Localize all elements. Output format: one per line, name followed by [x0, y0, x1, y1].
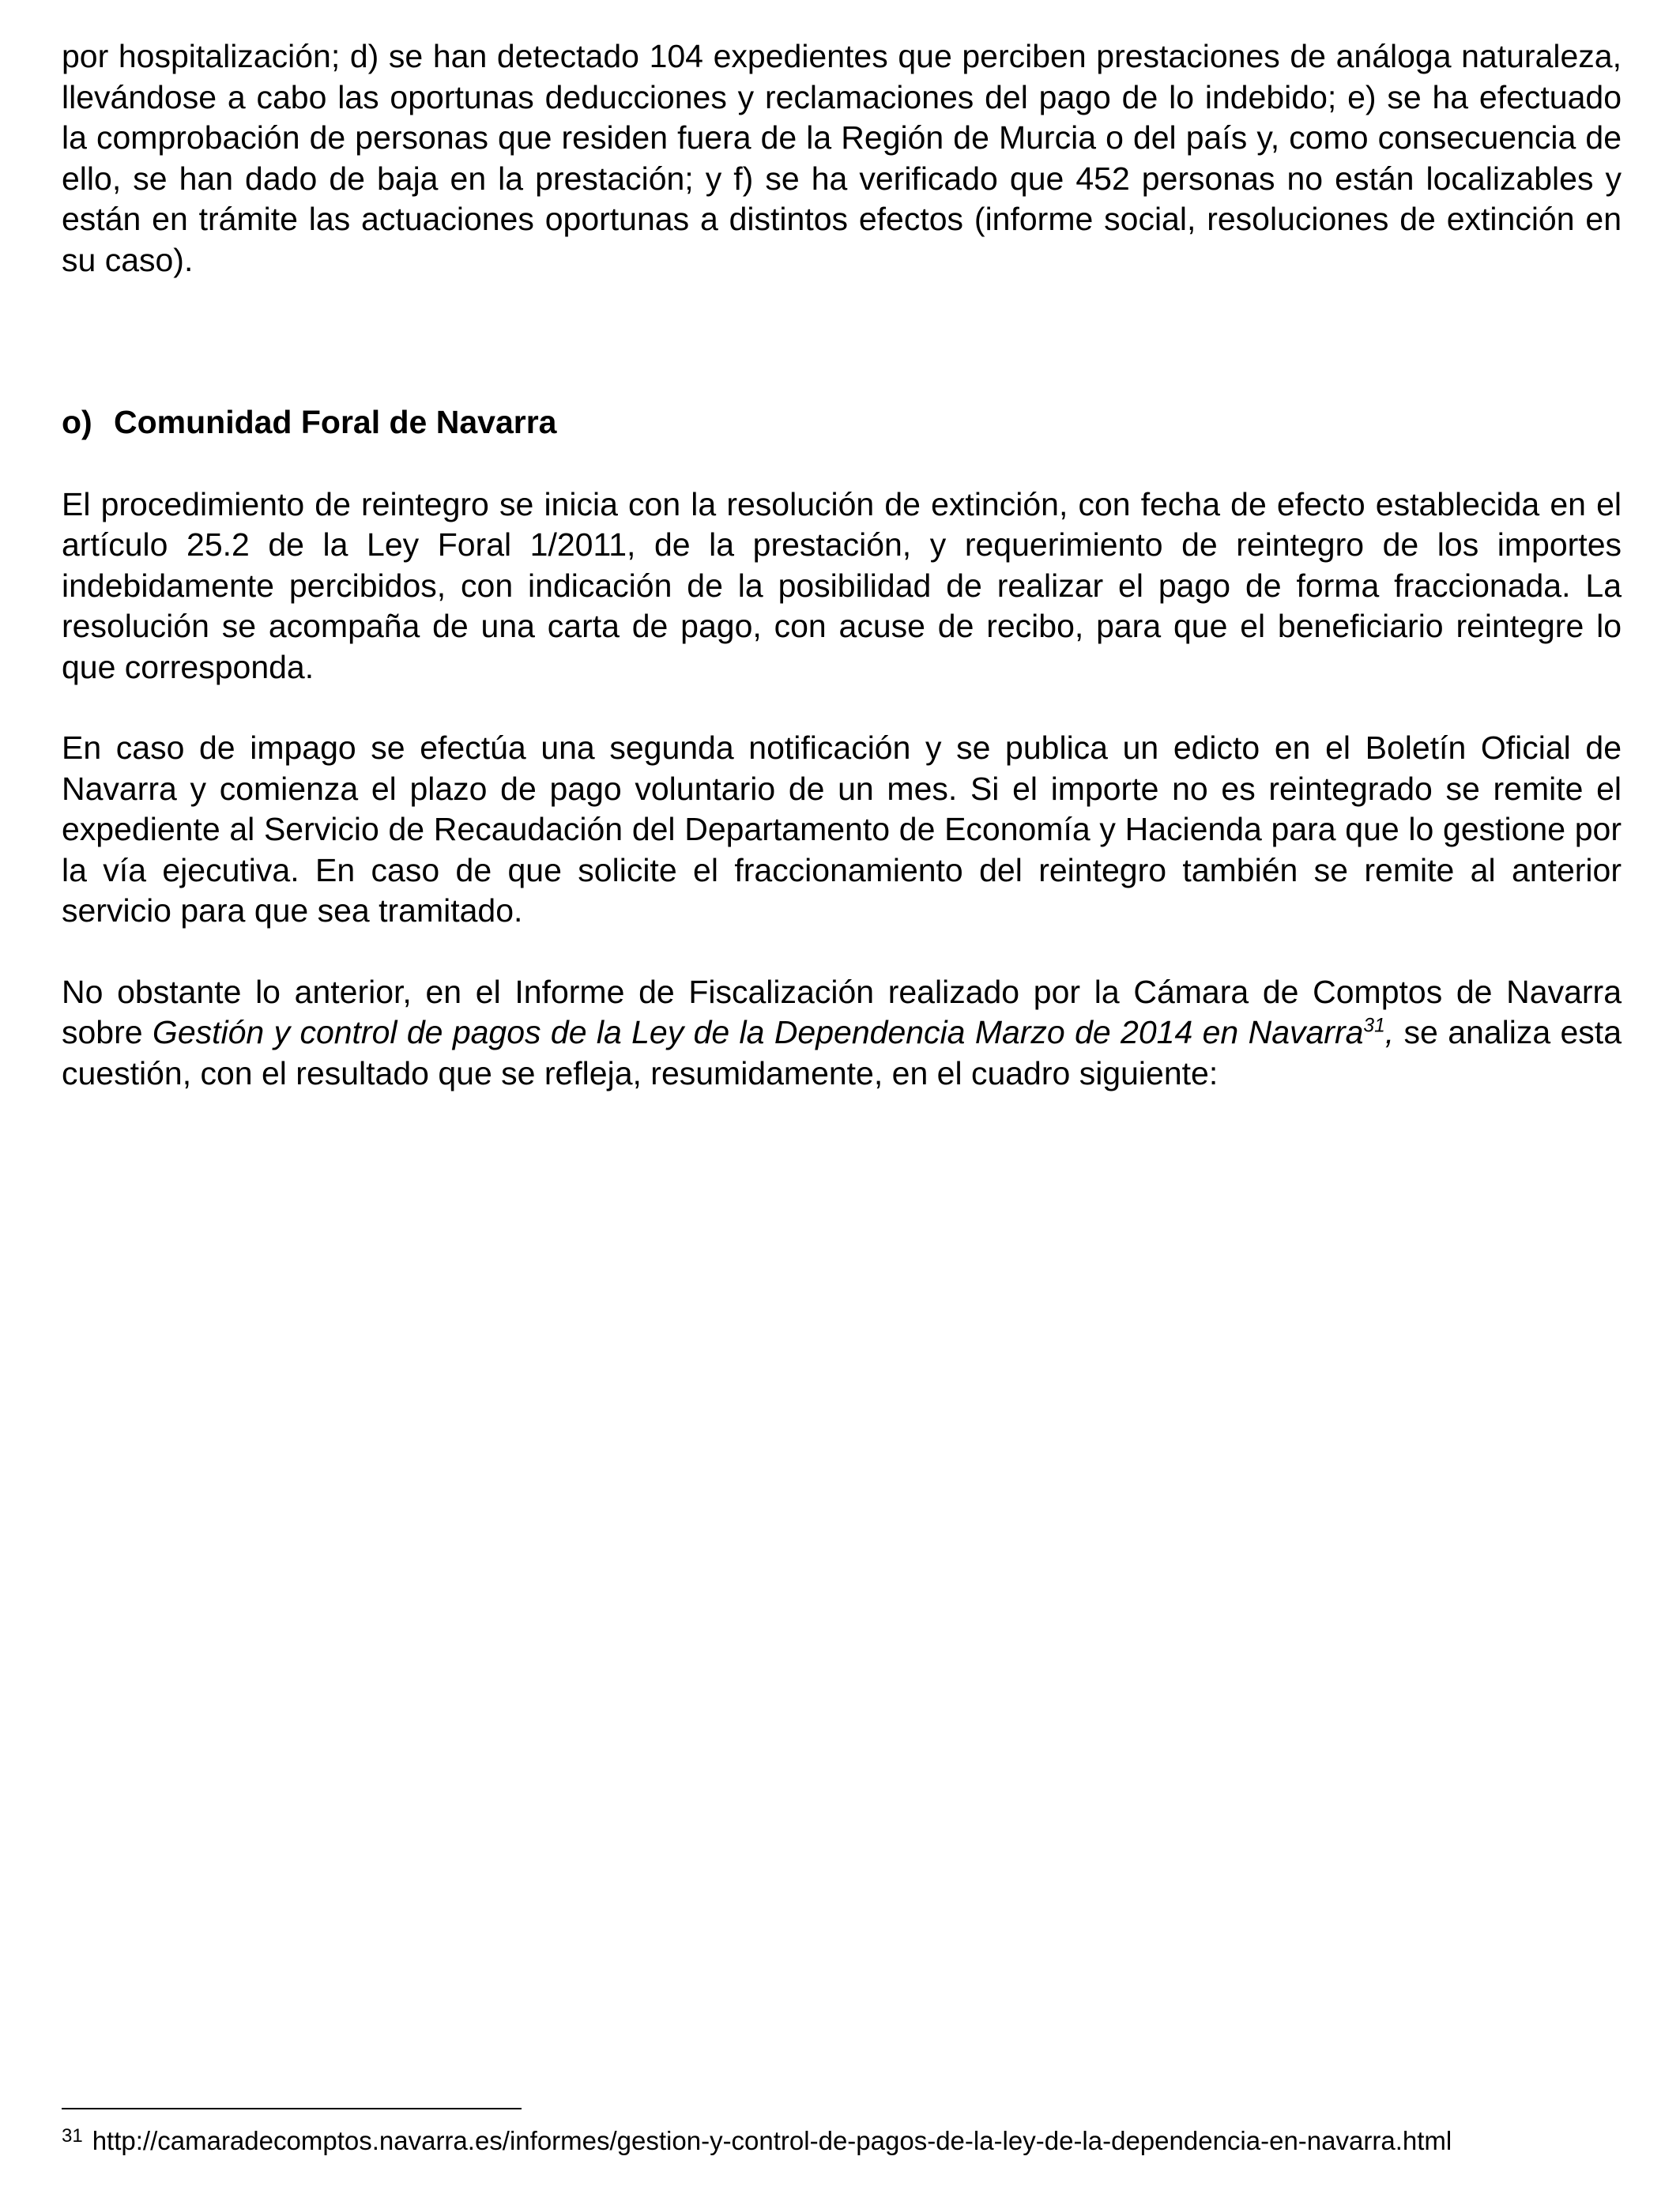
section-heading	[62, 402, 1622, 443]
paragraph-intro: por hospitalización; d) se han detectado 104 expedientes que perciben prestaciones de análoga naturaleza, llevándose a cabo las oportunas deducciones y reclamaciones del pago de lo indebido; e) se ha efectuado la comprobación de personas que residen fuera de la Región de Murcia o del país y, como consecuencia de ello, se han dado de baja en la prestación; y f) se ha verificado que 452 personas no están localizables y están en trámite las actuaciones oportunas a distintos efectos (informe social, resoluciones de extinción en su caso).	[62, 38, 1622, 278]
section-title: Comunidad Foral de Navarra	[114, 404, 557, 440]
paragraph-informe	[62, 972, 1622, 1095]
paragraph-informe-text-after: se analiza esta cuestión, con el resultado que se refleja, resumidamente, en el cuadro siguiente:	[62, 1014, 1622, 1091]
footnote-reference: 31	[1363, 1015, 1385, 1037]
report-title-italic: Gestión y control de pagos de la Ley de la Dependencia Marzo de 2014 en Navarra	[152, 1014, 1364, 1050]
section-letter: o)	[62, 404, 92, 440]
paragraph-reintegro: El procedimiento de reintegro se inicia con la resolución de extinción, con fecha de efecto establecida en el artículo 25.2 de la Ley Foral 1/2011, de la prestación, y requerimiento de reintegro de los importes indebidamente percibidos, con indicación de la posibilidad de realizar el pago de forma fraccionada. La resolución se acompaña de una carta de pago, con acuse de recibo, para que el beneficiario reintegre lo que corresponda.	[62, 485, 1622, 685]
paragraph-informe-text-before: No obstante lo anterior, en el Informe de Fiscalización realizado por la Cámara de Comptos de Navarra sobre	[62, 973, 1622, 1050]
report-title-comma: ,	[1384, 1014, 1395, 1050]
document-body	[62, 36, 1622, 1134]
footnote-number: 31	[62, 2125, 83, 2147]
footnote-divider	[62, 2108, 522, 2109]
footnote	[62, 2120, 1452, 2157]
paragraph-impago: En caso de impago se efectúa una segunda notificación y se publica un edicto en el Boletín Oficial de Navarra y comienza el plazo de pago voluntario de un mes. Si el importe no es reintegrado se remite el expediente al Servicio de Recaudación del Departamento de Economía y Hacienda para que lo gestione por la vía ejecutiva. En caso de que solicite el fraccionamiento del reintegro también se remite al anterior servicio para que sea tramitado.	[62, 729, 1622, 929]
footnote-url[interactable]: http://camaradecomptos.navarra.es/informes/gestion-y-control-de-pagos-de-la-ley-de-la-dependencia-en-navarra.html	[92, 2126, 1452, 2155]
